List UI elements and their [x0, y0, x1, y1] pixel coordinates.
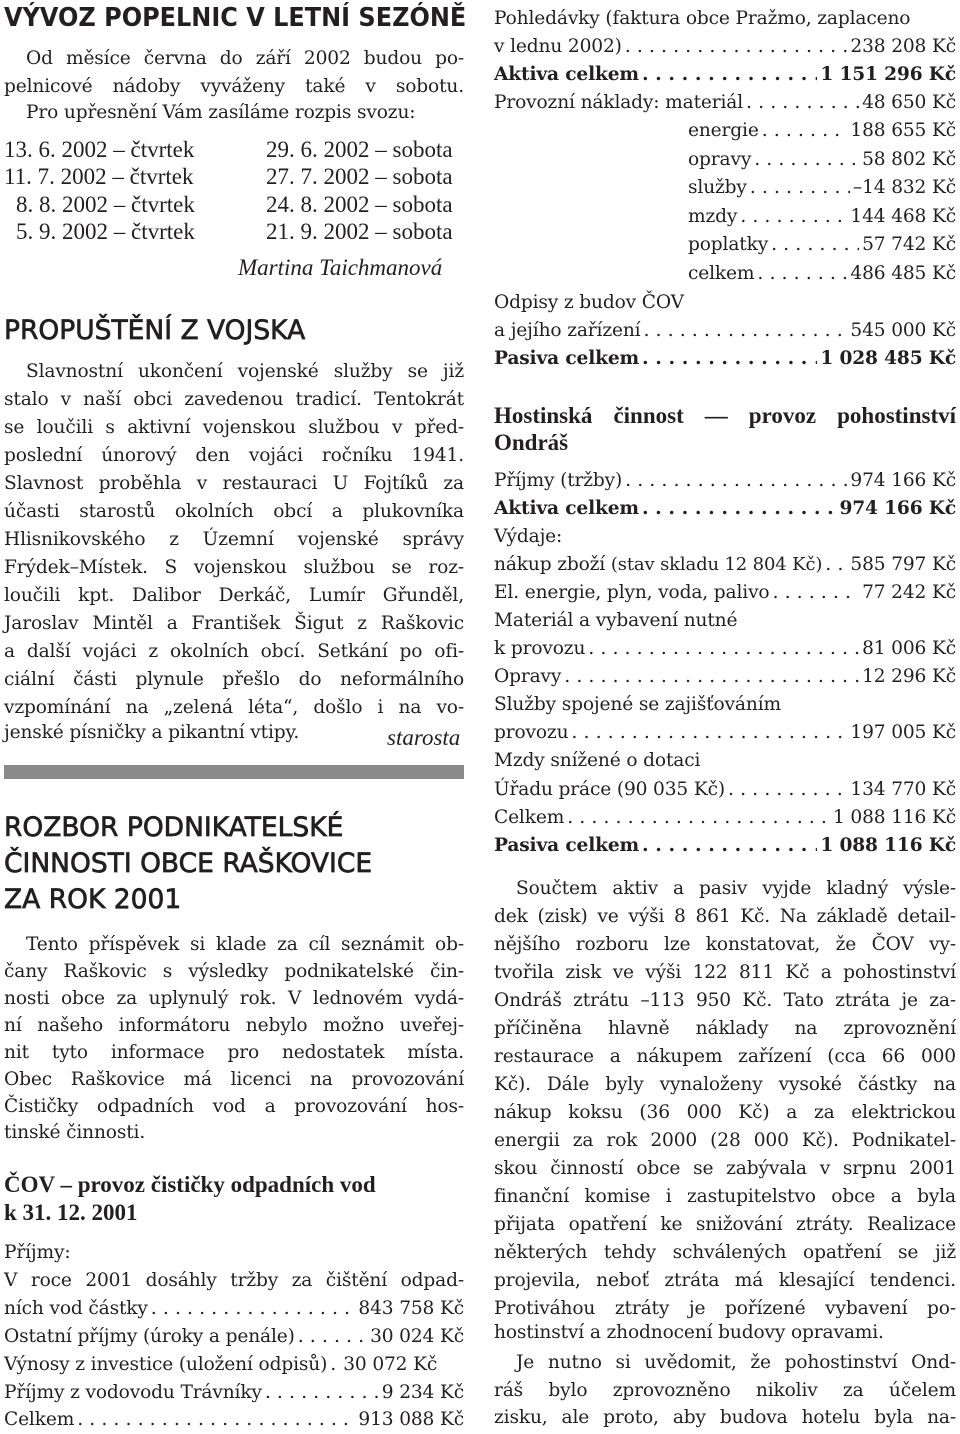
schedule-saturday: 29. 6. 2002 – sobota: [266, 137, 453, 162]
section-divider: [4, 765, 464, 779]
para-line: restaurace a nákupem zařízení (cca 66 000: [494, 1046, 956, 1067]
propusteni-line: Frýdek–Místek. S vojenskou službou se roz-: [4, 557, 464, 578]
para-line: Součtem aktiv a pasiv vyjde kladný výsle-: [516, 878, 956, 899]
prijmy-row: Výnosy z investice (uložení odpisů) . . . 30 072 Kč: [4, 1350, 464, 1379]
pohledavky-row: v lednu 2002) . . . 238 208 Kč: [494, 32, 956, 61]
naklady-total-row: celkem . . . 486 485 Kč: [688, 259, 956, 288]
prijmy-text: V roce 2001 dosáhly tržby za čištění odpad-: [4, 1270, 464, 1291]
vydaje-line: Mzdy snížené o dotaci: [494, 750, 701, 771]
propusteni-line: jenské písničky a pikantní vtipy.: [4, 722, 300, 743]
rozbor-title-line: ROZBOR PODNIKATELSKÉ: [4, 812, 344, 843]
rozbor-intro-line: Tento příspěvek si klade za cíl seznámit ob-: [26, 934, 464, 955]
prijmy-row: ních vod částky . . . 843 758 Kč: [4, 1294, 464, 1323]
aktiva-row: Aktiva celkem . . . 974 166 Kč: [494, 494, 956, 523]
propusteni-line: Slavnostní ukončení vojenské služby se již: [26, 361, 464, 382]
para-line: zisku, ale proto, aby budova hotelu byla na-: [494, 1407, 956, 1428]
schedule-thursday: 13. 6. 2002 – čtvrtek: [4, 137, 195, 162]
para-line: energii za rok 2000 (28 000 Kč). Podnikatel-: [494, 1130, 956, 1151]
cov-heading: ČOV – provoz čističky odpadních vod: [4, 1172, 376, 1197]
para-line: ráš bylo zprovozněno nikoliv za účelem: [494, 1380, 956, 1401]
para-line: nákup koksu (36 000 Kč) a za elektrickou: [494, 1102, 956, 1123]
prijmy-label: Příjmy:: [4, 1242, 71, 1263]
rozbor-intro-line: Čističky odpadních vod a provozování hos-: [4, 1096, 464, 1117]
rozbor-title-line: ZA ROK 2001: [4, 884, 182, 915]
propusteni-signature: starosta: [387, 725, 461, 750]
hostinska-heading-name: Ondráš: [494, 430, 569, 455]
propusteni-line: Hlisnikovského z Územní vojenské správy: [4, 529, 464, 550]
vyvoz-line: Od měsíce června do září 2002 budou po-: [26, 48, 464, 69]
aktiva-row: Aktiva celkem . . . 1 151 296 Kč: [494, 60, 956, 89]
para-line: Protiváhou ztráty je pořízené vybavení po-: [494, 1298, 956, 1319]
pasiva-row: Pasiva celkem . . . 1 088 116 Kč: [494, 831, 956, 860]
schedule-thursday: 8. 8. 2002 – čtvrtek: [16, 192, 195, 217]
vydaje-label: Výdaje:: [494, 526, 563, 547]
para-line: přijata opatření ke snižování ztráty. Realizace: [494, 1214, 956, 1235]
vyvoz-title: VÝVOZ POPELNIC V LETNÍ SEZÓNĚ: [4, 3, 467, 33]
rozbor-intro-line: nit tyto informace pro nedostatek místa.: [4, 1042, 464, 1063]
hostinska-heading: Hostinská činnost — provoz pohostinství: [494, 403, 956, 428]
prijmy-row: Ostatní příjmy (úroky a penále) . . . 30 024 Kč: [4, 1322, 464, 1351]
naklady-row: opravy . . . 58 802 Kč: [688, 145, 956, 174]
vydaje-row: k provozu . . . 81 006 Kč: [494, 634, 956, 663]
rozbor-title-line: ČINNOSTI OBCE RAŠKOVICE: [4, 848, 373, 879]
schedule-saturday: 21. 9. 2002 – sobota: [266, 219, 453, 244]
para-line: projevila, neboť ztráta má klesající tendenci.: [494, 1270, 956, 1291]
vyvoz-line: Pro upřesnění Vám zasíláme rozpis svozu:: [26, 102, 416, 123]
para-line: některých tehdy schválených opatření se již: [494, 1242, 956, 1263]
rozbor-intro-line: čany Raškovic s výsledky podnikatelské čin-: [4, 961, 464, 982]
propusteni-line: poslední únorový den vojáci ročníku 1941.: [4, 445, 464, 466]
para-line: Kč). Dále byly vynaloženy vysoké částky na: [494, 1074, 956, 1095]
prijmy-row: Příjmy z vodovodu Trávníky . . . 9 234 Kč: [4, 1378, 464, 1407]
vydaje-row: El. energie, plyn, voda, palivo . . . 77 242 Kč: [494, 578, 956, 607]
odpisy-row: a jejího zařízení . . . 545 000 Kč: [494, 316, 956, 345]
cov-heading-date: k 31. 12. 2001: [4, 1200, 138, 1225]
para-line: dek (zisk) ve výši 8 861 Kč. Na základě detail-: [494, 906, 956, 927]
rozbor-intro-line: Obec Raškovice má licenci na provozování: [4, 1069, 464, 1090]
prijmy-total-row: Celkem . . . 913 088 Kč: [4, 1405, 464, 1434]
propusteni-line: vzpomínání na „zelená léta“, došlo i na vo-: [4, 697, 464, 718]
vyvoz-line: pelnicové nádoby vyváženy také v sobotu.: [4, 76, 464, 97]
vydaje-row: Opravy . . . 12 296 Kč: [494, 662, 956, 691]
schedule-thursday: 5. 9. 2002 – čtvrtek: [16, 219, 195, 244]
vydaje-row: provozu . . . 197 005 Kč: [494, 718, 956, 747]
propusteni-line: účasti starostů okolních obcí a plukovníka: [4, 501, 464, 522]
para-line: skou činností obce se zabývala v srpnu 2001: [494, 1158, 956, 1179]
para-line: finanční komise i zastupitelstvo obce a byla: [494, 1186, 956, 1207]
naklady-row: mzdy . . . 144 468 Kč: [688, 202, 956, 231]
rozbor-intro-line: nosti obce za uplynulý rok. V lednovém vydá-: [4, 988, 464, 1009]
vydaje-line: Služby spojené se zajišťováním: [494, 694, 781, 715]
vydaje-row: nákup zboží (stav skladu 12 804 Kč) . . . 585 797 Kč: [494, 550, 956, 579]
propusteni-line: a další vojáci z okolních obcí. Setkání po ofi-: [4, 641, 464, 662]
vydaje-row: Úřadu práce (90 035 Kč) . . . 134 770 Kč: [494, 775, 956, 804]
rozbor-intro-line: ní našeho informátoru nebylo možno uveřej-: [4, 1015, 464, 1036]
vydaje-line: Materiál a vybavení nutné: [494, 610, 738, 631]
odpisy-line: Odpisy z budov ČOV: [494, 292, 684, 313]
schedule-saturday: 24. 8. 2002 – sobota: [266, 192, 453, 217]
para-line: příčiněna hlavně náklady na zprovoznění: [494, 1018, 956, 1039]
para-line: Je nutno si uvědomit, že pohostinství Ond-: [516, 1352, 956, 1373]
para-line: tvořila zisk ve výši 122 811 Kč a pohostinství: [494, 962, 956, 983]
propusteni-line: Jaroslav Mintěl a František Šigut z Raškovic: [4, 613, 464, 634]
schedule-thursday: 11. 7. 2002 – čtvrtek: [4, 164, 194, 189]
propusteni-line: loučili kpt. Dalibor Derkáč, Lumír Gřunděl,: [4, 585, 464, 606]
propusteni-title: PROPUŠTĚNÍ Z VOJSKA: [4, 315, 306, 346]
para-line: nějšího rozboru lze konstatovat, že ČOV vy-: [494, 934, 956, 955]
propusteni-line: Slavnost proběhla v restauraci U Fojtíků za: [4, 473, 464, 494]
naklady-row: poplatky . . . 57 742 Kč: [688, 230, 956, 259]
schedule-saturday: 27. 7. 2002 – sobota: [266, 164, 453, 189]
para-line: hostinství a zhodnocení budovy opravami.: [494, 1322, 884, 1343]
vyvoz-signature: Martina Taichmanová: [238, 255, 443, 280]
rozbor-intro-line: tinské činnosti.: [4, 1122, 146, 1143]
propusteni-line: ciální části plynule přešlo do neformálního: [4, 669, 464, 690]
pohledavky-line: Pohledávky (faktura obce Pražmo, zaplaceno: [494, 8, 911, 29]
propusteni-line: stalo v naší obci zavedenou tradicí. Tentokrát: [4, 389, 464, 410]
pasiva-row: Pasiva celkem . . . 1 028 485 Kč: [494, 344, 956, 373]
para-line: Ondráš ztrátu –113 950 Kč. Tato ztráta je za-: [494, 990, 956, 1011]
naklady-row: energie . . . 188 655 Kč: [688, 116, 956, 145]
naklady-row: služby . . . –14 832 Kč: [688, 173, 956, 202]
propusteni-line: se loučili s aktivní vojenskou službou v před-: [4, 417, 464, 438]
trzby-row: Příjmy (tržby) . . . 974 166 Kč: [494, 466, 956, 495]
celkem-row: Celkem . . . 1 088 116 Kč: [494, 803, 956, 832]
naklady-row: Provozní náklady: materiál . . . 48 650 Kč: [494, 88, 956, 117]
